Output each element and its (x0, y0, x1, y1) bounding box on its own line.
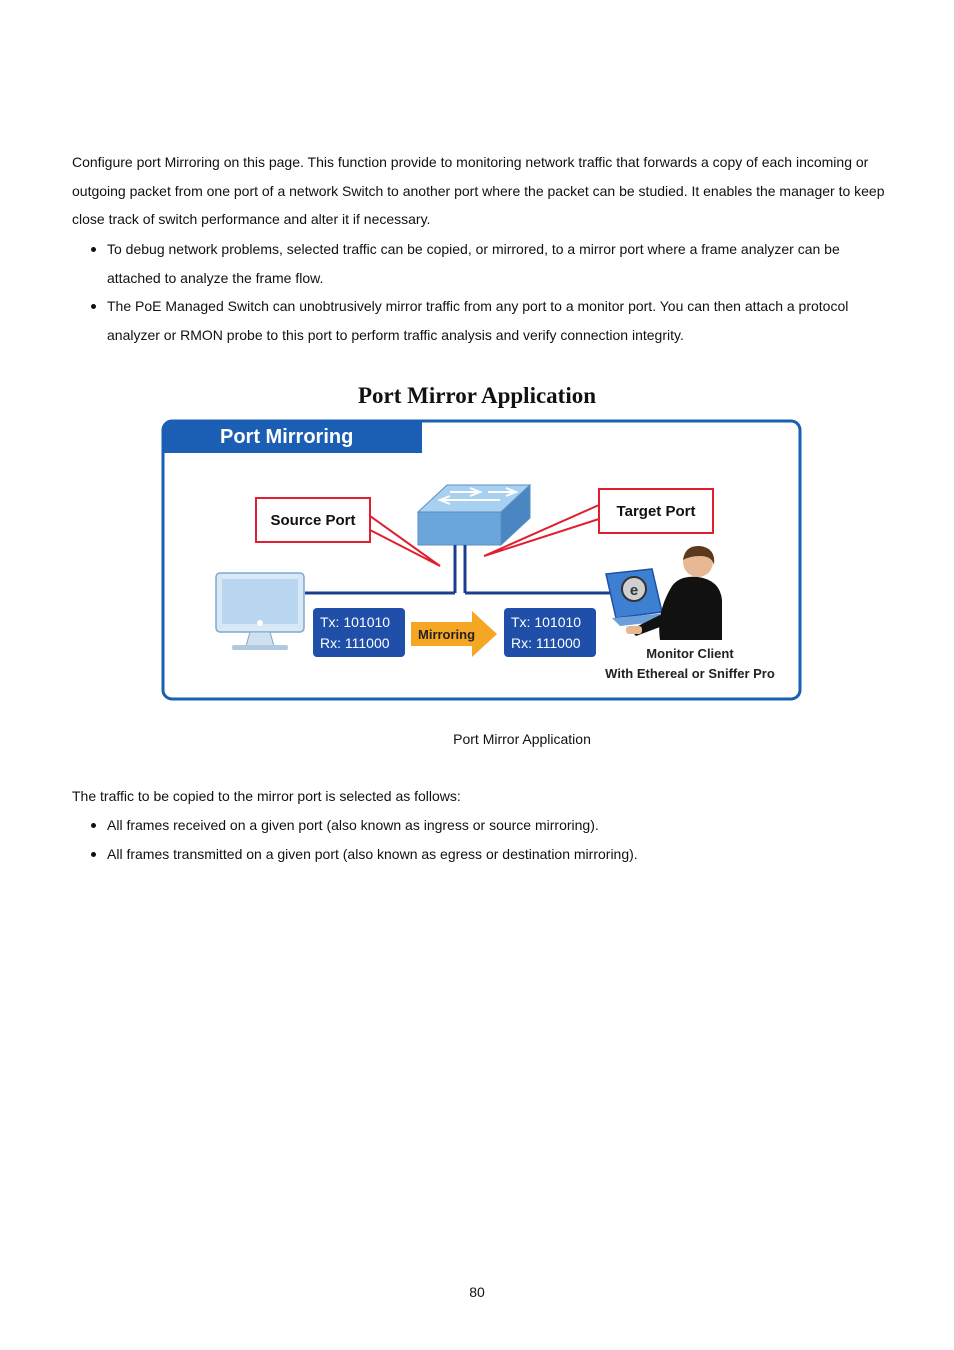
source-tx: Tx: 101010 (320, 614, 391, 630)
list-item: To debug network problems, selected traffic can be copied, or mirrored, to a mirror port where a frame analyzer can be attached to analyze the frame flow. (72, 235, 887, 292)
traffic-intro: The traffic to be copied to the mirror port is selected as follows: (72, 788, 461, 804)
monitor-client-label: Monitor Client (646, 646, 734, 661)
page-number: 80 (469, 1284, 485, 1300)
target-port-label: Target Port (616, 503, 696, 520)
figure-caption: Port Mirror Application (453, 731, 591, 747)
diagram-tab-label: Port Mirroring (220, 426, 354, 448)
target-tx: Tx: 101010 (511, 614, 582, 630)
traffic-bullet-list (72, 811, 887, 868)
source-port-label: Source Port (270, 512, 356, 529)
target-rx: Rx: 111000 (511, 635, 581, 651)
intro-paragraph: Configure port Mirroring on this page. This function provide to monitoring network traffic that forwards a copy of each incoming or outgoing packet from one port of a network Switch to another port where the packet can be studied. It enables the manager to keep close track of switch performance and alter it if necessary. (72, 154, 885, 227)
source-rx: Rx: 111000 (320, 635, 390, 651)
intro-bullet-list (72, 235, 887, 349)
port-mirror-diagram (150, 372, 810, 708)
mirroring-label: Mirroring (418, 627, 476, 642)
list-item: The PoE Managed Switch can unobtrusively mirror traffic from any port to a monitor port. You can then attach a protocol analyzer or RMON probe to this port to perform traffic analysis and verify connection integrity. (72, 292, 887, 349)
list-item: All frames received on a given port (also known as ingress or source mirroring). (72, 811, 887, 840)
svg-text:e: e (629, 582, 639, 599)
monitor-client-sublabel: With Ethereal or Sniffer Pro (605, 666, 775, 681)
figure-title: Port Mirror Application (357, 383, 597, 408)
list-item: All frames transmitted on a given port (also known as egress or destination mirroring). (72, 840, 887, 869)
